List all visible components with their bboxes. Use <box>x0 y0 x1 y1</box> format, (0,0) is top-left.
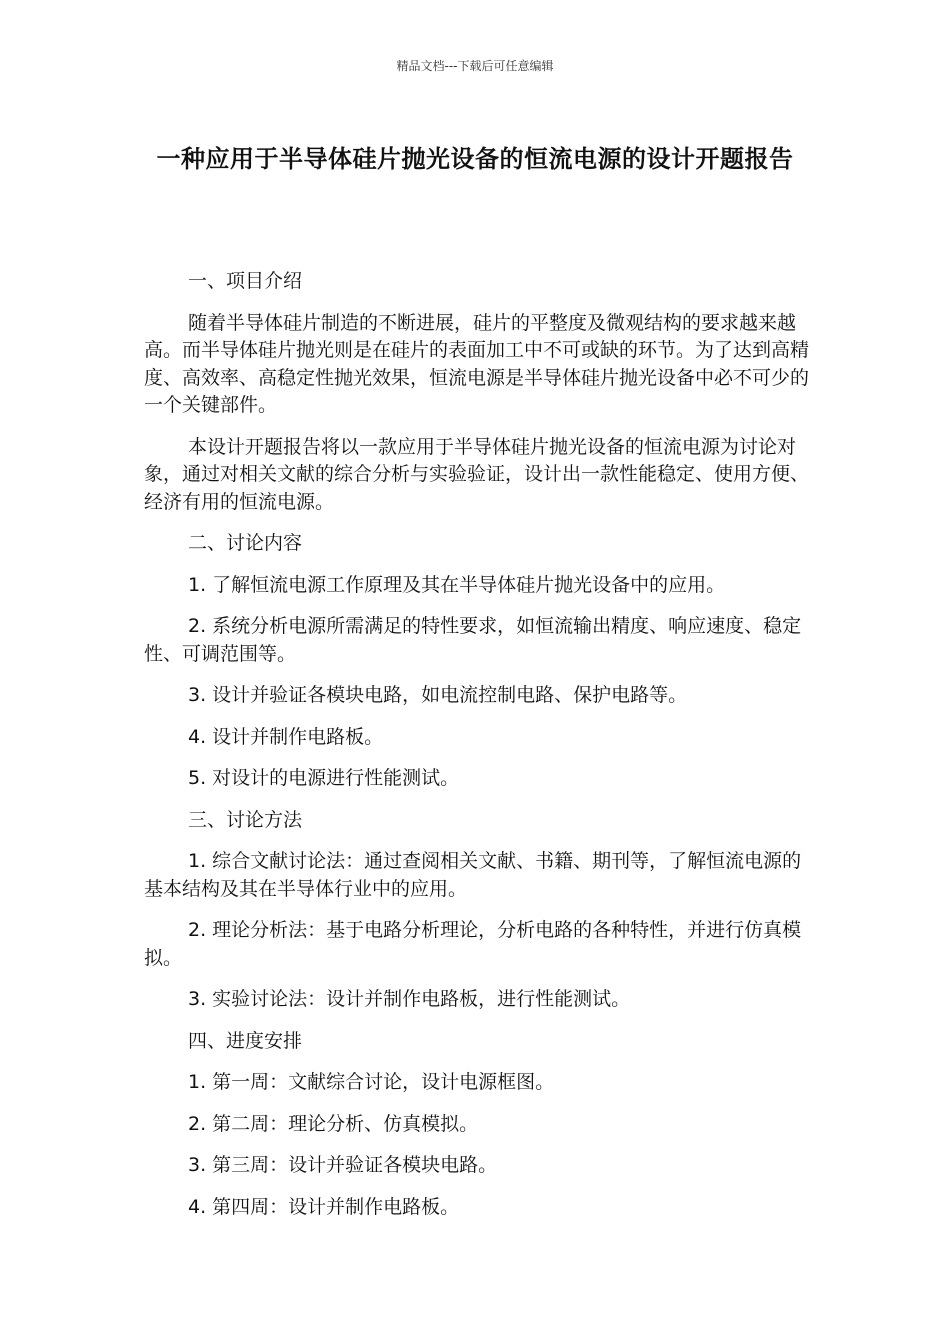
content-item-5: 5. 对设计的电源进行性能测试。 <box>188 767 460 789</box>
section-heading-content: 二、讨论内容 <box>188 532 303 554</box>
paragraph-purpose: 本设计开题报告将以一款应用于半导体硅片抛光设备的恒流电源为讨论对象，通过对相关文献的综合分析与实验验证，设计出一款性能稳定、使用方便、经济有用的恒流电源。 <box>144 435 810 513</box>
section-heading-intro: 一、项目介绍 <box>188 270 303 292</box>
paragraph-background: 随着半导体硅片制造的不断进展，硅片的平整度及微观结构的要求越来越高。而半导体硅片抛光则是在硅片的表面加工中不可或缺的环节。为了达到高精度、高效率、高稳定性抛光效果，恒流电源是半导体硅片抛光设备中必不可少的一个关键部件。 <box>144 311 810 416</box>
schedule-item-1: 1. 第一周：文献综合讨论，设计电源框图。 <box>188 1071 555 1093</box>
page-header-watermark: 精品文档---下载后可任意编辑 <box>396 59 554 73</box>
section-heading-methods: 三、讨论方法 <box>188 808 303 831</box>
section-heading-schedule: 四、进度安排 <box>188 1029 303 1052</box>
method-item-1: 1. 综合文献讨论法：通过查阅相关文献、书籍、期刊等，了解恒流电源的基本结构及其在半导体行业中的应用。 <box>144 850 802 900</box>
document-body <box>144 268 812 1235</box>
content-item-4: 4. 设计并制作电路板。 <box>188 725 384 748</box>
content-item-3: 3. 设计并验证各模块电路，如电流控制电路、保护电路等。 <box>188 684 688 706</box>
schedule-item-2: 2. 第二周：理论分析、仿真模拟。 <box>188 1112 479 1135</box>
method-item-3: 3. 实验讨论法：设计并制作电路板，进行性能测试。 <box>188 988 631 1010</box>
schedule-item-3: 3. 第三周：设计并验证各模块电路。 <box>188 1154 498 1176</box>
content-item-2: 2. 系统分析电源所需满足的特性要求，如恒流输出精度、响应速度、稳定性、可调范围等。 <box>144 615 802 665</box>
document-title: 一种应用于半导体硅片抛光设备的恒流电源的设计开题报告 <box>156 145 794 173</box>
content-item-1: 1. 了解恒流电源工作原理及其在半导体硅片抛光设备中的应用。 <box>188 573 726 596</box>
method-item-2: 2. 理论分析法：基于电路分析理论，分析电路的各种特性，并进行仿真模拟。 <box>144 919 802 969</box>
schedule-item-4: 4. 第四周：设计并制作电路板。 <box>188 1195 460 1218</box>
